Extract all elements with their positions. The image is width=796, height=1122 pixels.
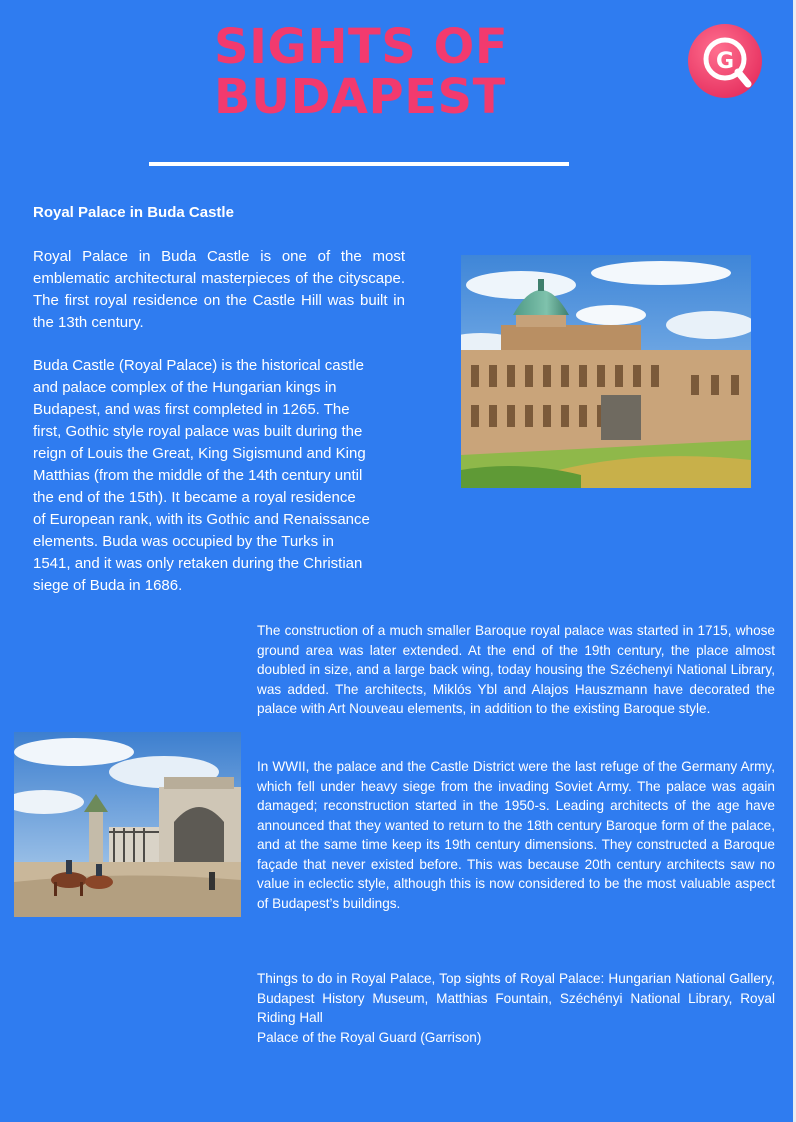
intro-paragraph: Royal Palace in Buda Castle is one of the most emblematic architectural masterpieces of the cityscape. The first royal residence on the Castle Hill was built in the 13th century.	[33, 248, 405, 331]
history-line: siege of Buda in 1686.	[33, 577, 183, 594]
royal-palace-photo	[461, 255, 751, 488]
title-underline	[149, 162, 569, 166]
history-line: Buda Castle (Royal Palace) is the historical castle	[33, 357, 364, 374]
history-line: the end of the 15th). It became a royal residence	[33, 489, 356, 506]
logo-letter: G	[715, 49, 735, 74]
history-line: and palace complex of the Hungarian kings in	[33, 379, 337, 396]
title-line-1: SIGHTS OF	[214, 19, 509, 75]
palace-gate-photo	[14, 732, 241, 917]
section-heading: Royal Palace in Buda Castle	[33, 204, 234, 221]
page-title	[214, 19, 654, 125]
title-line-2: BUDAPEST	[214, 69, 506, 125]
brand-logo-icon	[686, 22, 764, 100]
wwii-paragraph: In WWII, the palace and the Castle District were the last refuge of the Germany Army, which fell under heavy siege from the invading Soviet Army. The palace was again damaged; reconstruction started in the 1950-s. Leading architects of the age have announced that they wanted to return to the 18th century Baroque form of the palace, and at the same time keep its 19th century dimensions. They constructed a Baroque façade that never existed before. This was because 20th century architects saw no value in eclectic style, although this is now considered to be the most valuable aspect of Budapest’s buildings.	[257, 759, 775, 911]
history-line: reign of Louis the Great, King Sigismund and King	[33, 445, 366, 462]
things-to-do-paragraph: Things to do in Royal Palace, Top sights of Royal Palace: Hungarian National Gallery, Budapest History Museum, Matthias Fountain, Széchényi National Library, Royal Riding Hall	[257, 971, 775, 1025]
history-line: first, Gothic style royal palace was built during the	[33, 423, 363, 440]
history-line: Matthias (from the middle of the 14th century until	[33, 467, 363, 484]
history-line: 1541, and it was only retaken during the Christian	[33, 555, 363, 572]
garrison-line: Palace of the Royal Guard (Garrison)	[257, 1030, 482, 1045]
baroque-paragraph: The construction of a much smaller Baroque royal palace was started in 1715, whose ground area was later extended. At the end of the 19th century, the place almost doubled in size, and a large back wing, today housing the Széchenyi National Library, was added. The architects, Miklós Ybl and Alajos Hauszmann have decorated the palace with Art Nouveau elements, in addition to the existing Baroque style.	[257, 623, 775, 716]
history-line: of European rank, with its Gothic and Renaissance	[33, 511, 370, 528]
history-paragraph	[33, 355, 407, 597]
history-line: Budapest, and was first completed in 1265. The	[33, 401, 350, 418]
history-line: elements. Buda was occupied by the Turks in	[33, 533, 334, 550]
